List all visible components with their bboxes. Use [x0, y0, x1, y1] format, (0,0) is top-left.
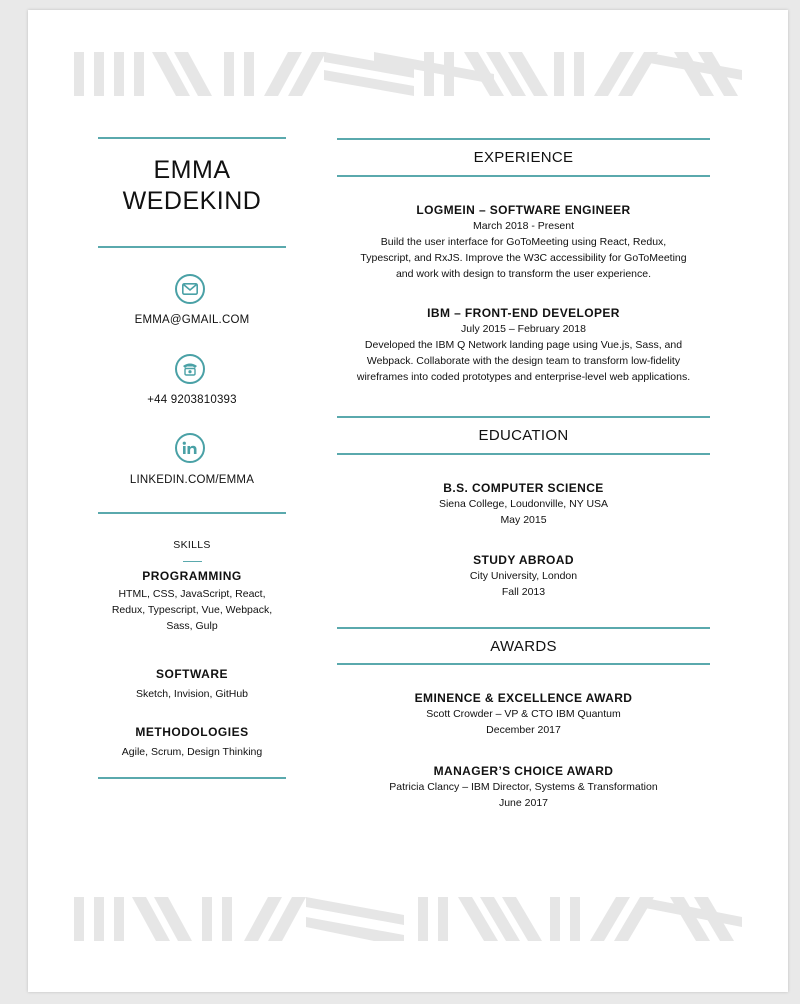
awards-title: AWARDS [490, 638, 557, 655]
award-date: June 2017 [498, 797, 549, 809]
envelope-icon [175, 274, 205, 304]
experience-item [337, 202, 710, 282]
education-detail: Siena College, Loudonville, NY USA [438, 498, 609, 510]
education-item [337, 552, 710, 600]
software-heading: SOFTWARE [156, 667, 228, 681]
job-description-line-3: wireframes into coded prototypes and enterprise-level web applications. [356, 371, 691, 383]
linkedin-icon [175, 433, 205, 463]
award-item [337, 690, 710, 738]
job-description-line-1: Developed the IBM Q Network landing page using Vue.js, Sass, and [364, 339, 683, 351]
skills-divider [183, 561, 202, 562]
experience-item [337, 305, 710, 385]
name-first: EMMA [153, 156, 231, 184]
education-title: EDUCATION [478, 427, 569, 444]
linkedin-text: LINKEDIN.COM/EMMA [129, 474, 255, 486]
contact-bottom-rule [98, 512, 286, 514]
job-description-line-3: and work with design to transform the user experience. [395, 268, 652, 280]
skills-title: SKILLS [173, 539, 211, 551]
decorative-pattern-bottom [74, 897, 742, 941]
experience-top-rule [337, 138, 710, 140]
job-dates: July 2015 – February 2018 [461, 323, 586, 335]
education-bottom-rule [337, 453, 710, 455]
job-description-line-2: Webpack. Collaborate with the design team to transform low-fidelity [366, 355, 681, 367]
education-item [337, 480, 710, 528]
software-line-1: Sketch, Invision, GitHub [135, 688, 249, 700]
awards-top-rule [337, 627, 710, 629]
programming-heading: PROGRAMMING [142, 569, 242, 583]
award-heading: MANAGER’S CHOICE AWARD [433, 764, 614, 778]
education-top-rule [337, 416, 710, 418]
programming-line-1: HTML, CSS, JavaScript, React, [118, 588, 266, 600]
candidate-name [98, 155, 286, 217]
email-text: EMMA@GMAIL.COM [134, 314, 250, 326]
job-dates: March 2018 - Present [473, 220, 574, 232]
award-presenter: Patricia Clancy – IBM Director, Systems & Transformation [389, 781, 658, 793]
telephone-icon [175, 354, 205, 384]
job-description-line-2: Typescript, and RxJS. Improve the W3C accessibility for GoToMeeting [360, 252, 687, 264]
decorative-pattern-top [74, 52, 742, 96]
methodologies-heading: METHODOLOGIES [135, 725, 249, 739]
award-presenter: Scott Crowder – VP & CTO IBM Quantum [426, 708, 621, 720]
skills-methodologies [98, 724, 286, 760]
name-last: WEDEKIND [122, 187, 262, 215]
name-bottom-rule [98, 246, 286, 248]
experience-bottom-rule [337, 175, 710, 177]
job-description-line-1: Build the user interface for GoToMeeting using React, Redux, [380, 236, 667, 248]
awards-bottom-rule [337, 663, 710, 665]
education-date: Fall 2013 [501, 586, 546, 598]
name-top-rule [98, 137, 286, 139]
programming-line-3: Sass, Gulp [166, 620, 218, 632]
methodologies-line-1: Agile, Scrum, Design Thinking [121, 746, 263, 758]
experience-title: EXPERIENCE [473, 149, 574, 166]
resume-page [28, 10, 788, 992]
award-heading: EMINENCE & EXCELLENCE AWARD [414, 691, 633, 705]
skills-programming [98, 568, 286, 634]
education-heading: STUDY ABROAD [473, 553, 574, 567]
programming-line-2: Redux, Typescript, Vue, Webpack, [111, 604, 273, 616]
job-heading: IBM – FRONT-END DEVELOPER [427, 306, 620, 320]
education-heading: B.S. COMPUTER SCIENCE [443, 481, 604, 495]
award-item [337, 763, 710, 811]
award-date: December 2017 [486, 724, 561, 736]
education-date: May 2015 [500, 514, 547, 526]
job-heading: LOGMEIN – SOFTWARE ENGINEER [416, 203, 631, 217]
skills-bottom-rule [98, 777, 286, 779]
skills-software [98, 666, 286, 702]
education-detail: City University, London [469, 570, 578, 582]
phone-text: +44 9203810393 [147, 394, 237, 406]
